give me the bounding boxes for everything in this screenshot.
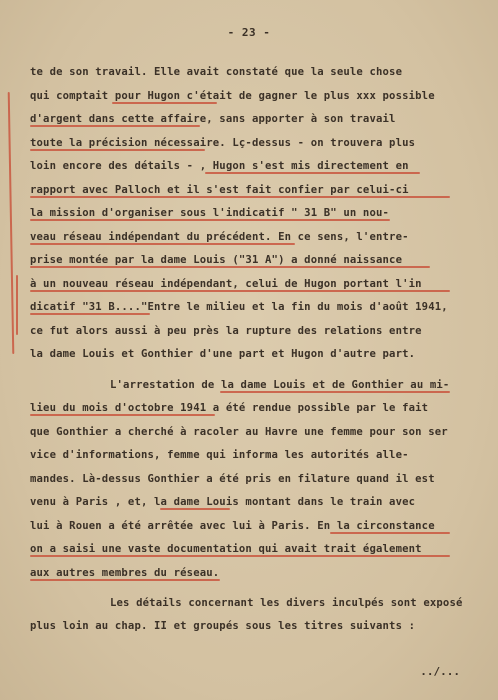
red-underline — [30, 196, 450, 198]
text-line: on a saisi une vaste documentation qui avait trait également — [30, 543, 422, 555]
red-underline — [220, 391, 450, 393]
red-underline — [112, 102, 217, 104]
text-line: dicatif "31 B...."Entre le milieu et la fin du mois d'août 1941, — [30, 301, 448, 313]
text-line: vice d'informations, femme qui informa les autorités alle- — [30, 449, 409, 461]
red-underline — [30, 219, 390, 221]
text-line: prise montée par la dame Louis ("31 A") a donné naissance — [30, 254, 403, 266]
text-line: te de son travail. Elle avait constaté que la seule chose — [30, 66, 403, 78]
text-line: que Gonthier a cherché à racoler au Havre une femme pour son ser — [30, 426, 448, 438]
text-line: rapport avec Palloch et il s'est fait confier par celui-ci — [30, 184, 409, 196]
text-line: aux autres membres du réseau. — [30, 567, 220, 579]
red-underline — [30, 125, 200, 127]
text-line: lui à Rouen a été arrêtée avec lui à Paris. En la circonstance — [30, 520, 435, 532]
red-underline — [30, 579, 220, 581]
text-line: la dame Louis et Gonthier d'une part et Hugon d'autre part. — [30, 348, 416, 360]
red-underline — [30, 266, 430, 268]
text-line: loin encore des détails - , Hugon s'est mis directement en — [30, 160, 409, 172]
continuation-mark: ../... — [420, 665, 460, 678]
text-line: à un nouveau réseau indépendant, celui de Hugon portant l'in — [30, 278, 422, 290]
red-underline — [30, 555, 450, 557]
page-number: - 23 - — [227, 26, 271, 39]
text-line: veau réseau indépendant du précédent. En ce sens, l'entre- — [30, 231, 409, 243]
text-line: venu à Paris , et, la dame Louis montant dans le train avec — [30, 496, 416, 508]
text-line: qui comptait pour Hugon c'était de gagner le plus xxx possible — [30, 90, 435, 102]
red-underline — [160, 508, 230, 510]
red-underline — [205, 172, 420, 174]
text-line: Les détails concernant les divers inculpés sont exposé — [110, 597, 463, 609]
text-line: mandes. Là-dessus Gonthier a été pris en filature quand il est — [30, 473, 435, 485]
text-line: la mission d'organiser sous l'indicatif " 31 B" un nou- — [30, 207, 390, 219]
red-margin-bar — [16, 275, 18, 335]
text-line: lieu du mois d'octobre 1941 a été rendue possible par le fait — [30, 402, 429, 414]
text-line: L'arrestation de la dame Louis et de Gonthier au mi- — [110, 379, 450, 391]
red-underline — [330, 532, 450, 534]
red-underline — [30, 414, 215, 416]
red-underline — [30, 313, 150, 315]
red-margin-bar — [8, 92, 15, 354]
red-underline — [30, 290, 450, 292]
red-underline — [30, 243, 295, 245]
text-line: toute la précision nécessaire. Lç-dessus - on trouvera plus — [30, 137, 416, 149]
text-line: plus loin au chap. II et groupés sous les titres suivants : — [30, 620, 416, 632]
text-line: d'argent dans cette affaire, sans apporter à son travail — [30, 113, 396, 125]
red-underline — [30, 149, 205, 151]
text-line: ce fut alors aussi à peu près la rupture des relations entre — [30, 325, 422, 337]
